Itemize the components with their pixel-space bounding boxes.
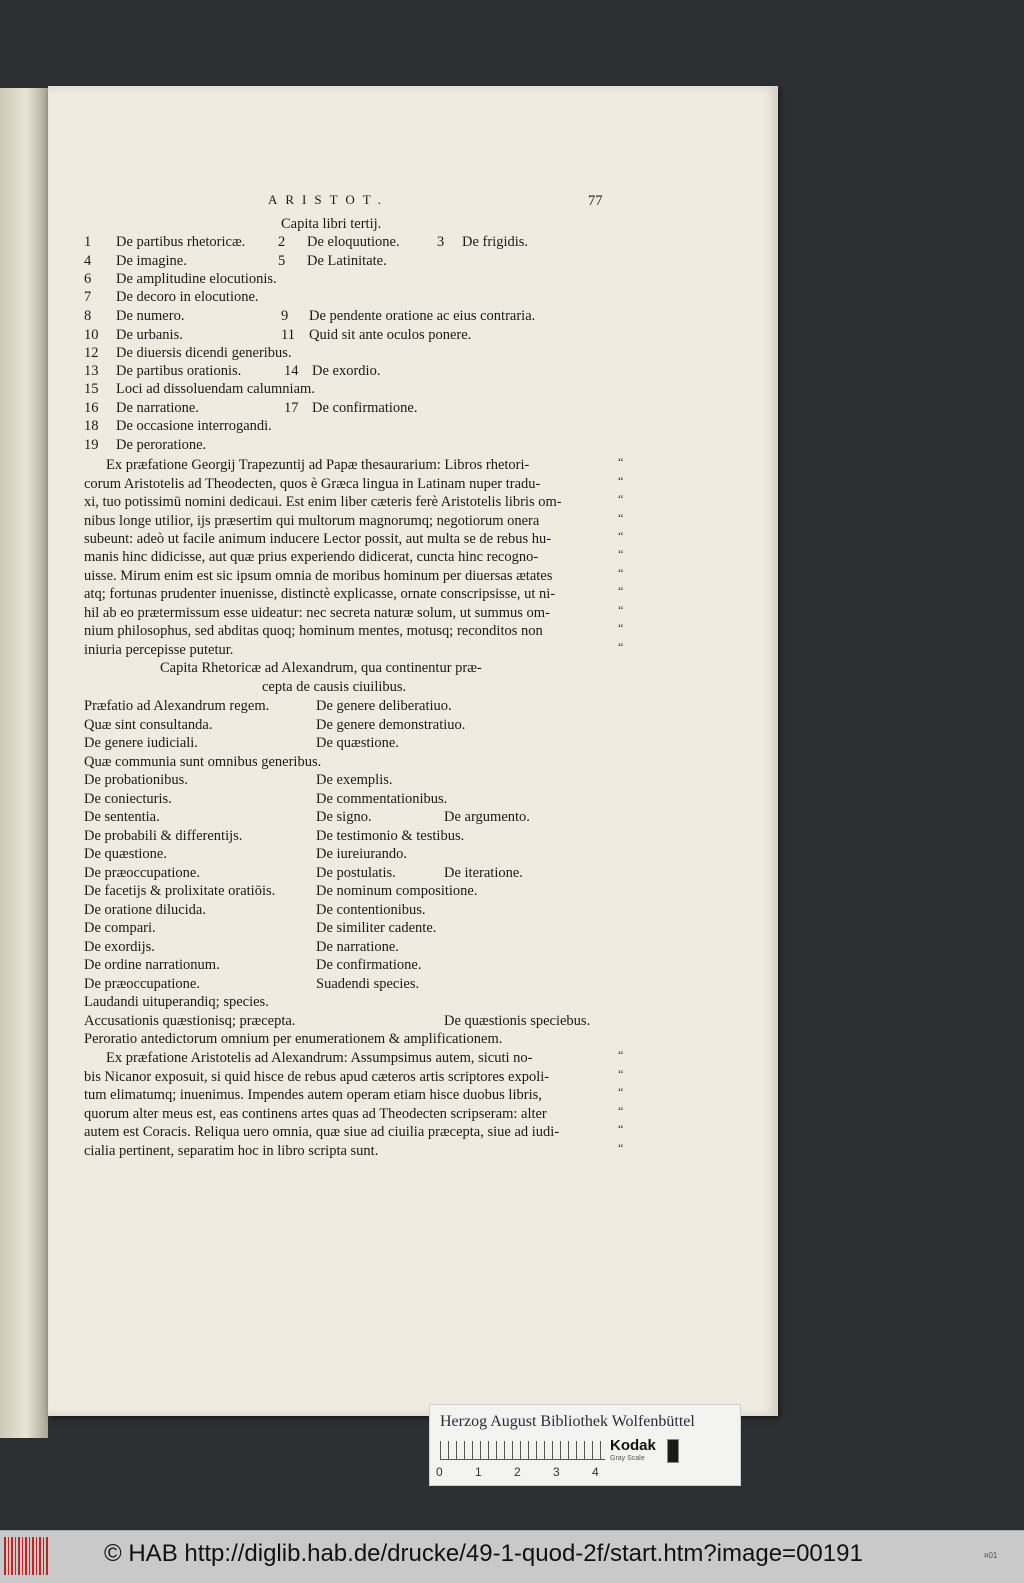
chapter-title: Accusationis quæstionisq; præcepta. xyxy=(84,1013,296,1029)
chapter-title: De postulatis. xyxy=(316,865,396,881)
footer-bar xyxy=(0,1530,1024,1583)
chapter-title: De probabili & differentijs. xyxy=(84,828,243,844)
chapter-number: 15 xyxy=(84,381,99,397)
alexander-heading: Capita Rhetoricæ ad Alexandrum, qua continentur præ- xyxy=(160,660,482,676)
preface-line: corum Aristotelis ad Theodecten, quos è Græca lingua in Latinam nuper tradu- xyxy=(84,476,541,492)
preface-line: quorum alter meus est, eas continens artes quas ad Theodecten scripseram: alter xyxy=(84,1106,547,1122)
chapter-number: 6 xyxy=(84,271,92,287)
chapter-title: De oratione dilucida. xyxy=(84,902,206,918)
chapter-title: De compari. xyxy=(84,920,156,936)
color-calibration-card xyxy=(429,1404,741,1486)
footer-url[interactable]: © HAB http://diglib.hab.de/drucke/49-1-quod-2f/start.htm?image=00191 xyxy=(104,1540,863,1567)
facing-page-edge xyxy=(0,88,48,1438)
chapter-title: De pendente oratione ac eius contraria. xyxy=(309,308,536,324)
quote-mark: “ xyxy=(618,474,624,488)
chapter-title: De exordio. xyxy=(312,363,381,379)
quote-mark: “ xyxy=(618,511,624,525)
chapter-title: De iteratione. xyxy=(444,865,523,881)
quote-mark: “ xyxy=(618,1048,624,1062)
quote-mark: “ xyxy=(618,1085,624,1099)
preface-line: Ex præfatione Aristotelis ad Alexandrum: Assumpsimus autem, sicuti no- xyxy=(106,1050,533,1066)
ruler-scale xyxy=(440,1441,605,1460)
chapter-number: 8 xyxy=(84,308,92,324)
quote-mark: “ xyxy=(618,1122,624,1136)
quote-mark: “ xyxy=(618,621,624,635)
gray-scale-label: Gray Scale xyxy=(610,1455,645,1462)
chapter-title: Quæ sint consultanda. xyxy=(84,717,213,733)
chapter-title: De genere iudiciali. xyxy=(84,735,198,751)
preface-line: manis hinc didicisse, aut quæ prius experiendo didicerat, cuncta hinc recogno- xyxy=(84,549,539,565)
chapter-title: De exemplis. xyxy=(316,772,393,788)
book-page xyxy=(48,86,778,1416)
chapter-number: 11 xyxy=(281,327,295,343)
quote-mark: “ xyxy=(618,1141,624,1155)
chapter-number: 13 xyxy=(84,363,99,379)
chapter-number: 7 xyxy=(84,289,92,305)
quote-mark: “ xyxy=(618,1067,624,1081)
chapter-title: De eloquutione. xyxy=(307,234,400,250)
quote-mark: “ xyxy=(618,529,624,543)
footer-tag: ¤01 xyxy=(984,1551,998,1560)
chapter-title: De frigidis. xyxy=(462,234,529,250)
chapter-title: Peroratio antedictorum omnium per enumerationem & amplificationem. xyxy=(84,1031,503,1047)
preface-line: nibus longe utilior, ijs præsertim qui multorum magnorumq; negotiorum onera xyxy=(84,513,540,529)
book3-heading: Capita libri tertij. xyxy=(281,216,382,232)
chapter-title: De urbanis. xyxy=(116,327,183,343)
chapter-title: De imagine. xyxy=(116,253,187,269)
preface-line: atq; fortunas prudenter inuenisse, distinctè explicasse, ornate conscripsisse, ut ni- xyxy=(84,586,556,602)
chapter-title: De narratione. xyxy=(316,939,399,955)
chapter-title: Quæ communia sunt omnibus generibus. xyxy=(84,754,322,770)
chapter-title: De quæstionis speciebus. xyxy=(444,1013,591,1029)
chapter-title: De nominum compositione. xyxy=(316,883,478,899)
quote-mark: “ xyxy=(618,547,624,561)
quote-mark: “ xyxy=(618,492,624,506)
scale-number: 4 xyxy=(592,1465,599,1479)
chapter-title: Præfatio ad Alexandrum regem. xyxy=(84,698,270,714)
gray-patch xyxy=(667,1439,679,1463)
quote-mark: “ xyxy=(618,640,624,654)
chapter-title: De diuersis dicendi generibus. xyxy=(116,345,292,361)
chapter-number: 14 xyxy=(284,363,299,379)
scale-number: 2 xyxy=(514,1465,521,1479)
chapter-title: De narratione. xyxy=(116,400,199,416)
chapter-number: 5 xyxy=(278,253,286,269)
chapter-title: De signo. xyxy=(316,809,372,825)
chapter-number: 4 xyxy=(84,253,92,269)
running-header: ARISTOT. xyxy=(268,192,389,207)
preface-line: nium philosophus, sed abditas quoq; hominum mentes, motusq; reconditos non xyxy=(84,623,543,639)
chapter-title: De genere demonstratiuo. xyxy=(316,717,466,733)
scale-number: 3 xyxy=(553,1465,560,1479)
quote-mark: “ xyxy=(618,1104,624,1118)
chapter-title: Laudandi uituperandiq; species. xyxy=(84,994,269,1010)
scale-number: 1 xyxy=(475,1465,482,1479)
chapter-title: De partibus rhetoricæ. xyxy=(116,234,246,250)
chapter-title: De confirmatione. xyxy=(312,400,418,416)
chapter-title: Quid sit ante oculos ponere. xyxy=(309,327,472,343)
preface-line: autem est Coracis. Reliqua uero omnia, quæ siue ad ciuilia præcepta, siue ad iudi- xyxy=(84,1124,560,1140)
preface-line: cialia pertinent, separatim hoc in libro scripta sunt. xyxy=(84,1143,379,1159)
chapter-title: De iureiurando. xyxy=(316,846,407,862)
chapter-title: De Latinitate. xyxy=(307,253,387,269)
kodak-logo: Kodak xyxy=(610,1437,656,1454)
hab-logo-icon xyxy=(4,1537,48,1575)
chapter-number: 9 xyxy=(281,308,289,324)
chapter-number: 12 xyxy=(84,345,99,361)
chapter-title: De præoccupatione. xyxy=(84,865,200,881)
preface-line: subeunt: adeò ut facile animum inducere Lector possit, aut multa se de rebus hu- xyxy=(84,531,552,547)
page-number: 77 xyxy=(588,193,603,209)
chapter-title: De coniecturis. xyxy=(84,791,172,807)
preface-line: hil ab eo prætermissum esse uideatur: nec secreta naturæ solum, ut summus om- xyxy=(84,605,550,621)
chapter-title: De testimonio & testibus. xyxy=(316,828,465,844)
chapter-title: De facetijs & prolixitate oratiōis. xyxy=(84,883,276,899)
chapter-title: De præoccupatione. xyxy=(84,976,200,992)
library-name: Herzog August Bibliothek Wolfenbüttel xyxy=(440,1413,695,1430)
preface-line: uisse. Mirum enim est sic ipsum omnia de moribus hominum per diuersas ætates xyxy=(84,568,553,584)
chapter-number: 10 xyxy=(84,327,99,343)
scale-number: 0 xyxy=(436,1465,443,1479)
chapter-number: 1 xyxy=(84,234,92,250)
chapter-number: 18 xyxy=(84,418,99,434)
chapter-title: De confirmatione. xyxy=(316,957,422,973)
chapter-title: De amplitudine elocutionis. xyxy=(116,271,277,287)
chapter-title: De decoro in elocutione. xyxy=(116,289,259,305)
chapter-title: De ordine narrationum. xyxy=(84,957,220,973)
chapter-title: De quæstione. xyxy=(84,846,167,862)
chapter-title: De partibus orationis. xyxy=(116,363,242,379)
chapter-number: 2 xyxy=(278,234,286,250)
chapter-title: De exordijs. xyxy=(84,939,155,955)
scale-numbers xyxy=(436,1465,631,1479)
chapter-number: 19 xyxy=(84,437,99,453)
chapter-title: De peroratione. xyxy=(116,437,207,453)
preface-line: bis Nicanor exposuit, si quid hisce de rebus apud cæteros artis scriptores expoli- xyxy=(84,1069,550,1085)
chapter-title: De commentationibus. xyxy=(316,791,448,807)
chapter-title: De probationibus. xyxy=(84,772,188,788)
quote-mark: “ xyxy=(618,584,624,598)
quote-mark: “ xyxy=(618,455,624,469)
preface-line: xi, tuo potissimū nomini dedicaui. Est enim liber cæteris ferè Aristotelis libris om- xyxy=(84,494,562,510)
chapter-title: Suadendi species. xyxy=(316,976,420,992)
preface-line: iniuria percepisse putetur. xyxy=(84,642,234,658)
chapter-title: De occasione interrogandi. xyxy=(116,418,272,434)
chapter-title: Loci ad dissoluendam calumniam. xyxy=(116,381,315,397)
chapter-number: 17 xyxy=(284,400,299,416)
quote-mark: “ xyxy=(618,566,624,580)
chapter-title: De quæstione. xyxy=(316,735,399,751)
chapter-title: De sententia. xyxy=(84,809,160,825)
alexander-heading: cepta de causis ciuilibus. xyxy=(262,679,407,695)
preface-line: Ex præfatione Georgij Trapezuntij ad Papæ thesaurarium: Libros rhetori- xyxy=(106,457,530,473)
chapter-title: De argumento. xyxy=(444,809,530,825)
chapter-number: 3 xyxy=(437,234,445,250)
chapter-number: 16 xyxy=(84,400,99,416)
quote-mark: “ xyxy=(618,603,624,617)
chapter-title: De similiter cadente. xyxy=(316,920,437,936)
chapter-title: De genere deliberatiuo. xyxy=(316,698,452,714)
preface-line: tum elimatumq; inuenimus. Impendes autem operam etiam hisce duobus libris, xyxy=(84,1087,542,1103)
chapter-title: De numero. xyxy=(116,308,185,324)
chapter-title: De contentionibus. xyxy=(316,902,426,918)
